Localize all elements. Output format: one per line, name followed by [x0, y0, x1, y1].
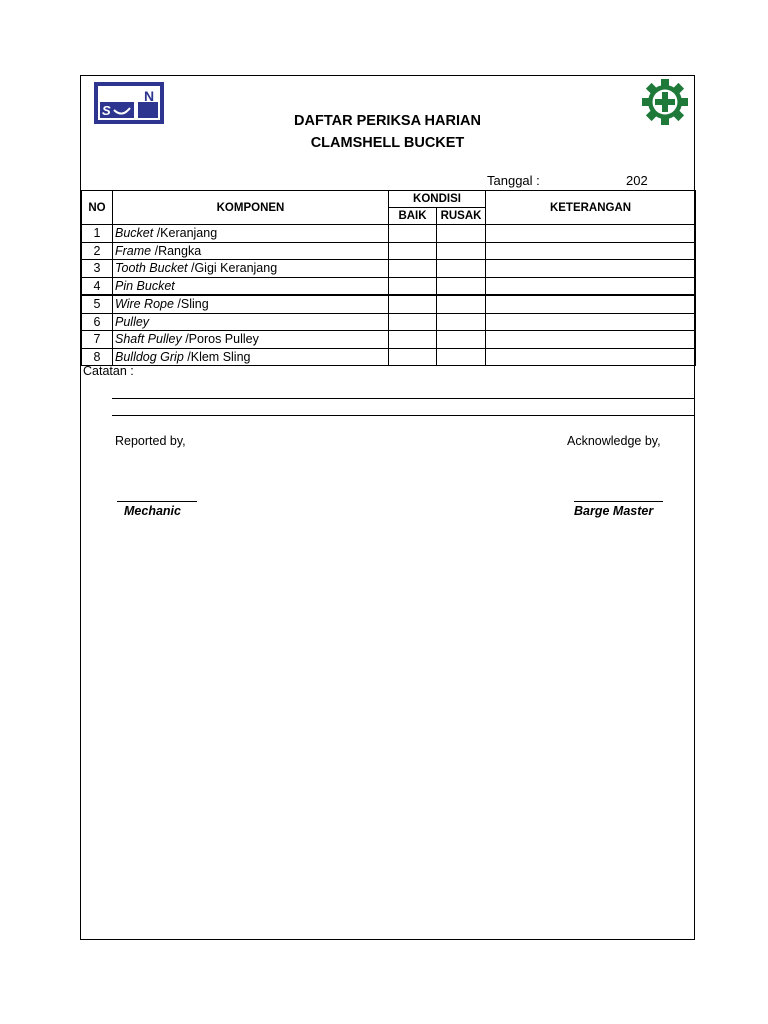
row-component: Shaft Pulley /Poros Pulley — [113, 331, 389, 349]
cell-good[interactable] — [389, 242, 437, 260]
cell-damaged[interactable] — [437, 295, 486, 313]
notes-line[interactable] — [112, 415, 695, 416]
header-component: KOMPONEN — [113, 191, 389, 225]
barge-master-role-label: Barge Master — [574, 504, 654, 518]
header-notes: KETERANGAN — [486, 191, 696, 225]
page-subtitle: CLAMSHELL BUCKET — [310, 135, 465, 151]
cell-good[interactable] — [389, 348, 437, 366]
row-number: 1 — [82, 225, 113, 243]
notes-label: Catatan : — [83, 364, 134, 378]
header-no: NO — [82, 191, 113, 225]
table-row — [82, 225, 696, 243]
cell-good[interactable] — [389, 260, 437, 278]
cell-damaged[interactable] — [437, 348, 486, 366]
row-component: Pulley — [113, 313, 389, 331]
cell-good[interactable] — [389, 277, 437, 295]
header-damaged: RUSAK — [437, 208, 486, 225]
cell-notes[interactable] — [486, 295, 696, 313]
header-condition: KONDISI — [389, 191, 486, 208]
signature-line-barge-master — [574, 501, 663, 502]
date-value: 202 — [626, 173, 648, 188]
row-component: Wire Rope /Sling — [113, 295, 389, 313]
row-number: 2 — [82, 242, 113, 260]
notes-line[interactable] — [112, 398, 695, 399]
page-title: DAFTAR PERIKSA HARIAN — [294, 113, 481, 129]
table-row — [82, 260, 696, 278]
table-row — [82, 313, 696, 331]
row-component: Frame /Rangka — [113, 242, 389, 260]
cell-notes[interactable] — [486, 260, 696, 278]
header-good: BAIK — [389, 208, 437, 225]
row-component: Pin Bucket — [113, 277, 389, 295]
cell-notes[interactable] — [486, 331, 696, 349]
reported-by-label: Reported by, — [115, 434, 186, 448]
cell-good[interactable] — [389, 225, 437, 243]
row-number: 7 — [82, 331, 113, 349]
checklist-table — [81, 190, 696, 366]
cell-notes[interactable] — [486, 225, 696, 243]
table-row — [82, 242, 696, 260]
cell-damaged[interactable] — [437, 331, 486, 349]
row-component: Bucket /Keranjang — [113, 225, 389, 243]
cell-damaged[interactable] — [437, 313, 486, 331]
svg-text:N: N — [144, 88, 155, 104]
row-number: 4 — [82, 277, 113, 295]
cell-damaged[interactable] — [437, 260, 486, 278]
svg-text:S: S — [102, 103, 111, 118]
acknowledged-by-label: Acknowledge by, — [567, 434, 661, 448]
row-number: 6 — [82, 313, 113, 331]
row-number: 8 — [82, 348, 113, 366]
cell-good[interactable] — [389, 295, 437, 313]
cell-notes[interactable] — [486, 313, 696, 331]
mechanic-role-label: Mechanic — [124, 504, 181, 518]
cell-good[interactable] — [389, 313, 437, 331]
cell-notes[interactable] — [486, 277, 696, 295]
table-row — [82, 277, 696, 295]
row-component: Tooth Bucket /Gigi Keranjang — [113, 260, 389, 278]
cell-notes[interactable] — [486, 242, 696, 260]
row-number: 5 — [82, 295, 113, 313]
table-row — [82, 348, 696, 366]
row-number: 3 — [82, 260, 113, 278]
signature-line-mechanic — [117, 501, 197, 502]
table-row — [82, 295, 696, 313]
date-label: Tanggal : — [487, 173, 540, 188]
checklist-sheet — [80, 75, 695, 940]
table-row — [82, 331, 696, 349]
row-component: Bulldog Grip /Klem Sling — [113, 348, 389, 366]
cell-damaged[interactable] — [437, 277, 486, 295]
cell-notes[interactable] — [486, 348, 696, 366]
cell-damaged[interactable] — [437, 225, 486, 243]
cell-damaged[interactable] — [437, 242, 486, 260]
cell-good[interactable] — [389, 331, 437, 349]
